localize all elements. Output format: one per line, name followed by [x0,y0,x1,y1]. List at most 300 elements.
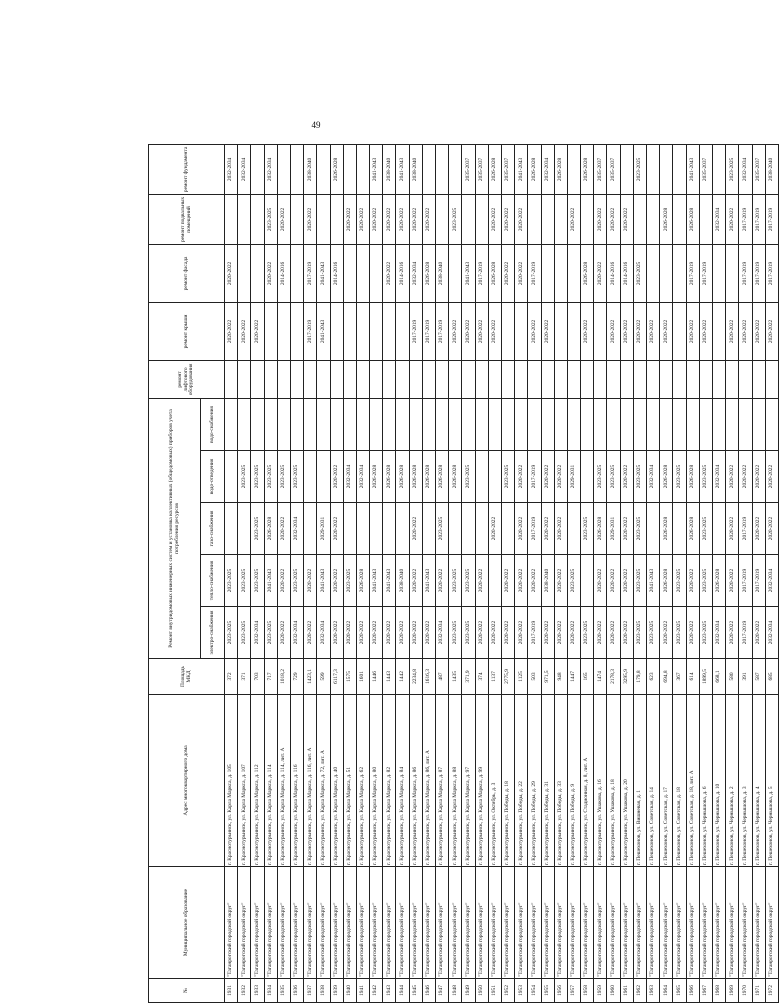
cell-area: 1435 [449,659,462,695]
cell-elevator [290,360,303,398]
table-row [739,144,752,1002]
cell-electricity: 2020-2022 [515,607,528,659]
cell-area: 1442 [396,659,409,695]
header-engineering-group: Ремонт внутридомовых инженерных систем и установка коллективных (общедомовых) приборов учета потребления ресурсов [149,398,201,658]
table-row [673,144,686,1002]
cell-num: 1947 [436,979,449,1003]
table-row [251,144,264,1002]
cell-foundation: 2041-2043 [686,144,699,194]
cell-gas: 2029-2031 [607,503,620,555]
cell-address: г. Краснотурьинск, ул. Победы, д. 18 [501,695,514,867]
cell-num: 1959 [594,979,607,1003]
cell-electricity: 2020-2022 [660,607,673,659]
cell-address: г. Пешехонов, ул. Советская, д. 18, лит. А [686,695,699,867]
cell-area: 374 [475,659,488,695]
cell-area: 1601 [356,659,369,695]
cell-gas [370,503,383,555]
cell-roof: 2020-2022 [462,302,475,360]
cell-roof [370,302,383,360]
cell-gas: 2020-2022 [554,503,567,555]
cell-sewer [581,398,594,450]
cell-municipality: "Таганрогский городской округ" [699,867,712,979]
cell-area: 599 [317,659,330,695]
cell-heat: 2023-2025 [673,555,686,607]
cell-electricity: 2023-2025 [238,607,251,659]
cell-sewer [383,398,396,450]
cell-num: 1957 [567,979,580,1003]
cell-num: 1968 [712,979,725,1003]
cell-num: 1958 [581,979,594,1003]
cell-elevator [528,360,541,398]
cell-roof [712,302,725,360]
cell-area: 2775,9 [501,659,514,695]
cell-elevator [607,360,620,398]
cell-roof: 2017-2019 [436,302,449,360]
cell-roof: 2020-2022 [488,302,501,360]
cell-water: 2020-2022 [541,451,554,503]
cell-basement [475,194,488,244]
cell-water [317,451,330,503]
cell-basement [330,194,343,244]
cell-municipality: "Таганрогский городской округ" [277,867,290,979]
cell-water: 2023-2025 [673,451,686,503]
cell-sewer [686,398,699,450]
cell-electricity: 2032-2034 [765,607,778,659]
cell-gas: 2020-2022 [515,503,528,555]
cell-roof: 2020-2022 [726,302,739,360]
cell-water: 2026-2028 [383,451,396,503]
table-container [148,145,775,1003]
cell-sewer [541,398,554,450]
cell-area: 165 [581,659,594,695]
cell-area: 694,8 [660,659,673,695]
cell-electricity: 2023-2025 [225,607,238,659]
cell-foundation [436,144,449,194]
cell-heat: 2041-2043 [383,555,396,607]
cell-area: 2234,8 [409,659,422,695]
table-row [343,144,356,1002]
cell-basement [317,194,330,244]
cell-basement [238,194,251,244]
cell-facade [343,244,356,302]
cell-facade [712,244,725,302]
cell-municipality: "Таганрогский городской округ" [607,867,620,979]
cell-num: 1969 [726,979,739,1003]
cell-sewer [660,398,673,450]
cell-area: 2178,3 [607,659,620,695]
cell-gas: 2020-2022 [541,503,554,555]
cell-sewer [752,398,765,450]
cell-basement: 2020-2022 [726,194,739,244]
cell-heat: 2023-2025 [290,555,303,607]
cell-municipality: "Таганрогский городской округ" [370,867,383,979]
cell-heat: 2026-2028 [356,555,369,607]
table-row [475,144,488,1002]
table-row [607,144,620,1002]
cell-foundation: 2038-2040 [383,144,396,194]
cell-roof: 2020-2022 [528,302,541,360]
cell-sewer [528,398,541,450]
cell-foundation [660,144,673,194]
cell-area: 623 [647,659,660,695]
cell-elevator [501,360,514,398]
cell-roof: 2020-2022 [739,302,752,360]
cell-basement [462,194,475,244]
cell-num: 1963 [647,979,660,1003]
cell-municipality: "Таганрогский городской округ" [673,867,686,979]
cell-basement: 2020-2022 [343,194,356,244]
cell-elevator [699,360,712,398]
cell-num: 1960 [607,979,620,1003]
cell-municipality: "Таганрогский городской округ" [409,867,422,979]
cell-num: 1950 [475,979,488,1003]
cell-municipality: "Таганрогский городской округ" [251,867,264,979]
cell-roof [290,302,303,360]
cell-address: г. Краснотурьинск, ул. Карла Маркса, д. 51 [343,695,356,867]
cell-facade [541,244,554,302]
cell-sewer [343,398,356,450]
cell-heat: 2020-2022 [436,555,449,607]
cell-area: 371 [238,659,251,695]
cell-water: 2026-2028 [396,451,409,503]
cell-elevator [356,360,369,398]
cell-facade: 2020-2022 [264,244,277,302]
cell-municipality: "Таганрогский городской округ" [712,867,725,979]
cell-heat: 2023-2025 [343,555,356,607]
cell-address: г. Пешехонов, ул. Чернышова, д. 10 [712,695,725,867]
cell-municipality: "Таганрогский городской округ" [225,867,238,979]
cell-num: 1932 [238,979,251,1003]
cell-water: 2023-2025 [290,451,303,503]
cell-num: 1939 [330,979,343,1003]
cell-foundation [673,144,686,194]
cell-municipality: "Таганрогский городской округ" [541,867,554,979]
cell-gas [225,503,238,555]
cell-electricity: 2023-2025 [264,607,277,659]
cell-basement [290,194,303,244]
cell-address: г. Пешехонов, ул. Чернышова, д. 5 [765,695,778,867]
cell-elevator [370,360,383,398]
cell-gas: 2020-2022 [409,503,422,555]
cell-sewer [396,398,409,450]
cell-sewer [726,398,739,450]
table-row [633,144,646,1002]
cell-electricity: 2020-2022 [343,607,356,659]
cell-num: 1952 [501,979,514,1003]
cell-basement: 2020-2022 [607,194,620,244]
cell-water: 2032-2034 [343,451,356,503]
cell-municipality: "Таганрогский городской округ" [686,867,699,979]
cell-elevator [330,360,343,398]
cell-foundation [620,144,633,194]
table-row [396,144,409,1002]
header-elevator: ремонт лифтового оборудования [149,360,225,398]
cell-facade: 2041-2043 [462,244,475,302]
cell-gas [304,503,317,555]
cell-water [488,451,501,503]
cell-foundation: 2041-2043 [370,144,383,194]
cell-roof: 2020-2022 [699,302,712,360]
cell-gas [356,503,369,555]
cell-address: г. Краснотурьинск, ул. Ушакова, д. 20 [620,695,633,867]
cell-facade: 2017-2019 [752,244,765,302]
cell-electricity: 2020-2022 [370,607,383,659]
cell-electricity: 2020-2022 [501,607,514,659]
cell-municipality: "Таганрогский городской округ" [739,867,752,979]
cell-municipality: "Таганрогский городской округ" [436,867,449,979]
cell-sewer [436,398,449,450]
cell-sewer [475,398,488,450]
cell-num: 1949 [462,979,475,1003]
cell-electricity: 2020-2022 [620,607,633,659]
cell-municipality: "Таганрогский городской округ" [462,867,475,979]
cell-municipality: "Таганрогский городской округ" [488,867,501,979]
cell-elevator [317,360,330,398]
cell-heat: 2020-2022 [304,555,317,607]
cell-roof [396,302,409,360]
table-row [712,144,725,1002]
cell-sewer [594,398,607,450]
table-row [581,144,594,1002]
cell-foundation [449,144,462,194]
cell-municipality: "Таганрогский городской округ" [554,867,567,979]
cell-gas: 2026-2028 [594,503,607,555]
cell-water: 2023-2025 [633,451,646,503]
cell-sewer [251,398,264,450]
cell-municipality: "Таганрогский городской округ" [475,867,488,979]
cell-address: г. Пешехонов, ул. Чернышова, д. 6 [699,695,712,867]
cell-municipality: "Таганрогский городской округ" [647,867,660,979]
cell-facade: 2017-2019 [739,244,752,302]
cell-address: г. Краснотурьинск, ул. Октябрь, д. 3 [488,695,501,867]
cell-area: 3295,9 [620,659,633,695]
cell-electricity: 2032-2034 [290,607,303,659]
table-row [699,144,712,1002]
cell-facade: 2014-2016 [620,244,633,302]
cell-heat: 2026-2028 [712,555,725,607]
cell-water: 2026-2028 [686,451,699,503]
cell-address: г. Краснотурьинск, ул. Карла Маркса, д. 112 [251,695,264,867]
cell-water: 2020-2022 [726,451,739,503]
cell-area: 1474 [594,659,607,695]
cell-sewer [277,398,290,450]
cell-heat: 2020-2022 [475,555,488,607]
cell-municipality: "Таганрогский городской округ" [594,867,607,979]
table-row [660,144,673,1002]
cell-gas [449,503,462,555]
cell-facade: 2014-2016 [396,244,409,302]
cell-water: 2032-2034 [712,451,725,503]
cell-roof [356,302,369,360]
cell-basement [528,194,541,244]
cell-elevator [633,360,646,398]
cell-address: г. Краснотурьинск, ул. Карла Маркса, д. 72, лит. А [317,695,330,867]
cell-basement [673,194,686,244]
cell-municipality: "Таганрогский городской округ" [752,867,765,979]
cell-num: 1953 [515,979,528,1003]
cell-heat: 2020-2022 [620,555,633,607]
cell-elevator [739,360,752,398]
cell-heat [488,555,501,607]
cell-num: 1937 [304,979,317,1003]
cell-sewer [647,398,660,450]
cell-facade: 2014-2016 [607,244,620,302]
header-address: Адрес многоквартирного дома [149,695,225,867]
cell-foundation: 2038-2040 [409,144,422,194]
cell-water: 2032-2034 [647,451,660,503]
cell-address: г. Краснотурьинск, ул. Карла Маркса, д. 82 [383,695,396,867]
cell-address: г. Краснотурьинск, ул. Карла Маркса, д. 114 [264,695,277,867]
cell-electricity: 2020-2022 [541,607,554,659]
cell-facade: 2017-2019 [699,244,712,302]
cell-roof: 2020-2022 [686,302,699,360]
cell-municipality: "Таганрогский городской округ" [330,867,343,979]
cell-water: 2020-2022 [620,451,633,503]
header-heat: тепло-снабжения [201,555,225,607]
cell-water: 2023-2025 [251,451,264,503]
cell-roof [594,302,607,360]
cell-water: 2023-2025 [607,451,620,503]
cell-basement: 2017-2019 [739,194,752,244]
cell-basement: 2026-2028 [686,194,699,244]
cell-sewer [567,398,580,450]
table-row [567,144,580,1002]
cell-address: г. Пешехонов, ул. Чернышова, д. 4 [752,695,765,867]
cell-elevator [673,360,686,398]
cell-sewer [462,398,475,450]
header-gas: газо-снабжения [201,503,225,555]
cell-sewer [290,398,303,450]
table-row [330,144,343,1002]
cell-num: 1955 [541,979,554,1003]
cell-area: 1616,3 [422,659,435,695]
cell-elevator [264,360,277,398]
cell-gas [712,503,725,555]
cell-area: 367 [673,659,686,695]
cell-gas [422,503,435,555]
cell-heat: 2041-2043 [264,555,277,607]
cell-gas: 2017-2019 [739,503,752,555]
cell-foundation [343,144,356,194]
cell-gas [567,503,580,555]
cell-gas: 2020-2022 [620,503,633,555]
cell-basement: 2023-2025 [264,194,277,244]
cell-foundation: 2035-2037 [462,144,475,194]
cell-facade [554,244,567,302]
cell-foundation: 2023-2025 [633,144,646,194]
cell-num: 1934 [264,979,277,1003]
cell-electricity: 2020-2022 [726,607,739,659]
table-row [264,144,277,1002]
cell-electricity: 2020-2022 [607,607,620,659]
cell-basement: 2020-2022 [594,194,607,244]
cell-municipality: "Таганрогский городской округ" [317,867,330,979]
cell-facade: 2017-2019 [475,244,488,302]
cell-sewer [699,398,712,450]
cell-foundation: 2026-2028 [554,144,567,194]
cell-elevator [726,360,739,398]
cell-heat: 2032-2034 [765,555,778,607]
cell-elevator [686,360,699,398]
cell-basement [541,194,554,244]
cell-gas [462,503,475,555]
cell-num: 1940 [343,979,356,1003]
cell-area: 179,8 [633,659,646,695]
cell-gas: 2026-2028 [264,503,277,555]
cell-roof: 2041-2043 [317,302,330,360]
cell-facade: 2020-2022 [594,244,607,302]
cell-num: 1935 [277,979,290,1003]
header-electricity: электро-снабжения [201,607,225,659]
cell-electricity: 2020-2022 [475,607,488,659]
cell-sewer [225,398,238,450]
cell-basement [633,194,646,244]
cell-water [475,451,488,503]
cell-num: 1943 [383,979,396,1003]
cell-water: 2017-2019 [528,451,541,503]
cell-facade: 2020-2022 [383,244,396,302]
header-facade: ремонт фасада [149,244,225,302]
cell-sewer [409,398,422,450]
cell-foundation: 2026-2028 [528,144,541,194]
cell-gas: 2020-2022 [765,503,778,555]
cell-area: 717 [264,659,277,695]
cell-elevator [383,360,396,398]
cell-area: 1018,2 [277,659,290,695]
cell-municipality: "Таганрогский городской округ" [238,867,251,979]
cell-address: г. Пешехонов, ул. Советская, д. 17 [660,695,673,867]
cell-address: г. Краснотурьинск, ул. Ушакова, д. 18 [607,695,620,867]
cell-municipality: "Таганрогский городской округ" [633,867,646,979]
cell-heat: 2023-2025 [238,555,251,607]
cell-sewer [356,398,369,450]
cell-water: 2032-2034 [356,451,369,503]
cell-water: 2023-2025 [238,451,251,503]
cell-area: 6117,3 [330,659,343,695]
cell-municipality: "Таганрогский городской округ" [396,867,409,979]
cell-gas: 2023-2025 [436,503,449,555]
cell-roof: 2017-2019 [409,302,422,360]
page-number: 49 [311,120,321,130]
cell-elevator [712,360,725,398]
cell-gas: 2017-2019 [528,503,541,555]
cell-heat: 2020-2022 [686,555,699,607]
cell-basement [251,194,264,244]
cell-address: г. Пешехонов, ул. Советская, д. 18 [673,695,686,867]
cell-num: 1944 [396,979,409,1003]
cell-municipality: "Таганрогский городской округ" [620,867,633,979]
cell-foundation: 2032-2034 [541,144,554,194]
table-row [501,144,514,1002]
cell-foundation: 2035-2037 [699,144,712,194]
cell-municipality: "Таганрогский городской округ" [290,867,303,979]
cell-address: г. Пешехонов, ул. Чернышова, д. 3 [739,695,752,867]
cell-elevator [475,360,488,398]
cell-foundation: 2038-2040 [304,144,317,194]
cell-heat: 2020-2022 [594,555,607,607]
cell-municipality: "Таганрогский городской округ" [581,867,594,979]
cell-area: 1137 [488,659,501,695]
cell-basement: 2020-2022 [409,194,422,244]
cell-elevator [409,360,422,398]
cell-electricity: 2023-2025 [449,607,462,659]
cell-num: 1938 [317,979,330,1003]
cell-heat: 2026-2028 [660,555,673,607]
table-row [462,144,475,1002]
header-water: водо-отведения [201,451,225,503]
cell-water: 2026-2028 [422,451,435,503]
cell-sewer [554,398,567,450]
